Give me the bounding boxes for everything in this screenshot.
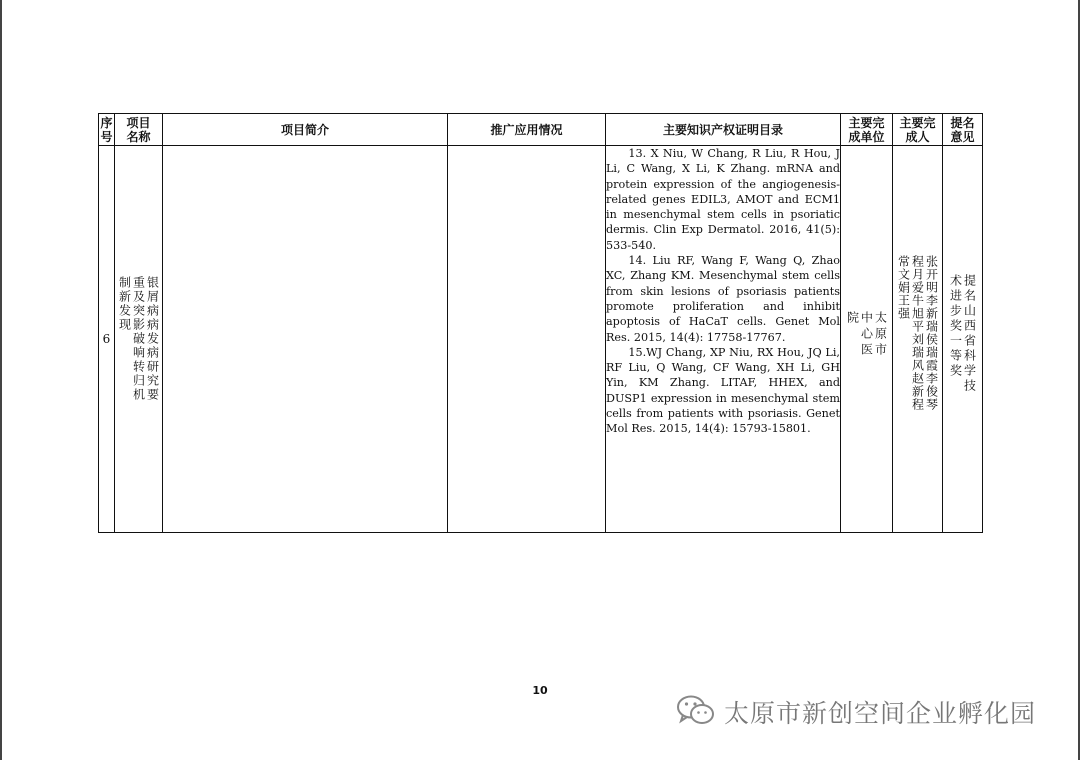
unit-text: 太原市中心医院 xyxy=(845,311,888,359)
watermark-text: 太原市新创空间企业孵化园 xyxy=(724,699,1037,728)
header-unit: 主要完成单位 xyxy=(841,114,893,146)
ip-item: 15.WJ Chang, XP Niu, RX Hou, JQ Li, RF Liu, Q Wang, CF Wang, XH Li, GH Yin, KM Zhang. LITAF, HHEX, and DUSP1 expression in mesenchymal stem cells from patients with psoriasis. Genet Mol Res. 2015, 14(4): 15793-15801. xyxy=(606,345,840,436)
ip-item: 14. Liu RF, Wang F, Wang Q, Zhao XC, Zhang KM. Mesenchymal stem cells from skin lesions of psoriasis patients promote proliferation and inhibit apoptosis of HaCaT cells. Genet Mol Res. 2015, 14(4): 17758-17767. xyxy=(606,254,840,344)
row-opinion xyxy=(943,146,983,533)
page-left-edge xyxy=(0,0,2,760)
project-table xyxy=(98,113,983,533)
row-seq: 6 xyxy=(99,146,115,533)
header-name: 项目名称 xyxy=(115,114,163,146)
header-people: 主要完成人 xyxy=(893,114,943,146)
header-seq: 序号 xyxy=(100,115,113,144)
wechat-icon xyxy=(676,694,716,730)
page-number: 10 xyxy=(532,684,548,697)
row-intro xyxy=(163,146,448,533)
table-row xyxy=(99,146,983,533)
row-ip-list xyxy=(606,146,841,533)
opinion-text: 提名山西省科学技术进步奖一等奖 xyxy=(948,274,977,394)
project-name-text: 银屑病病发病研究要重及突影破响转归机制新发现 xyxy=(117,276,160,402)
watermark xyxy=(676,694,1036,730)
row-unit xyxy=(841,146,893,533)
header-intro: 项目简介 xyxy=(163,114,448,146)
row-people xyxy=(893,146,943,533)
header-application: 推广应用情况 xyxy=(448,114,606,146)
header-opinion: 提名意见 xyxy=(943,114,983,146)
header-ip: 主要知识产权证明目录 xyxy=(606,114,841,146)
ip-item: 13. X Niu, W Chang, R Liu, R Hou, J Li, C Wang, X Li, K Zhang. mRNA and protein expression of the angiogenesis-related genes EDIL3, AMOT and ECM1 in mesenchymal stem cells in psoriatic dermis. Clin Exp Dermatol. 2016, 41(5): 533-540. xyxy=(606,147,840,252)
row-project-name xyxy=(115,146,163,533)
row-application xyxy=(448,146,606,533)
people-text: 张开明李新瑞侯瑞霞李俊琴程月爱牛旭平刘瑞风赵新程常文娟王强 xyxy=(896,255,939,411)
table-header-row xyxy=(99,114,983,146)
